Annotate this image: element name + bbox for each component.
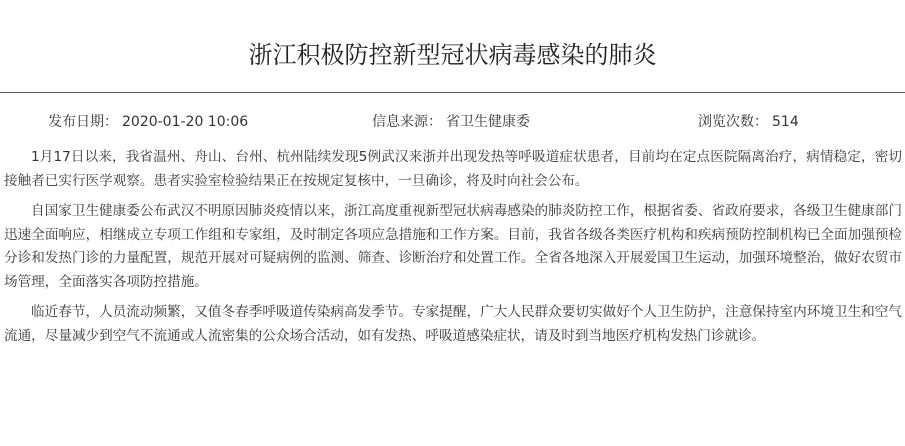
paragraph: 1月17日以来，我省温州、舟山、台州、杭州陆续发现5例武汉来浙并出现发热等呼吸道症状患者，目前均在定点医院隔离治疗，病情稳定，密切接触者已实行医学观察。患者实验室检验结果正在按规定复核中，一旦确诊，将及时向社会公布。 (4, 149, 902, 189)
info-source (372, 112, 530, 132)
article-title: 浙江积极防控新型冠状病毒感染的肺炎 (248, 41, 657, 69)
paragraph: 临近春节，人员流动频繁，又值冬春季呼吸道传染病高发季节。专家提醒，广大人民群众要切实做好个人卫生防护，注意保持室内环境卫生和空气流通，尽量减少到空气不流通或人流密集的公众场合活动，如有发热、呼吸道感染症状，请及时到当地医疗机构发热门诊就诊。 (4, 304, 902, 344)
view-count-value: 514 (772, 114, 799, 130)
publish-date (48, 112, 248, 132)
title-divider (0, 92, 905, 93)
paragraph: 自国家卫生健康委公布武汉不明原因肺炎疫情以来，浙江高度重视新型冠状病毒感染的肺炎防控工作，根据省委、省政府要求，各级卫生健康部门迅速全面响应，相继成立专项工作组和专家组，及时制定各项应急措施和工作方案。目前，我省各级各类医疗机构和疾病预防控制机构已全面加强预检分诊和发热门诊的力量配置，规范开展对可疑病例的监测、筛查、诊断治疗和处置工作。全省各地深入开展爱国卫生运动，加强环境整治，做好农贸市场管理，全面落实各项防控措施。 (4, 203, 902, 290)
info-source-value: 省卫生健康委 (446, 114, 530, 130)
publish-date-value: 2020-01-20 10:06 (122, 114, 249, 130)
view-count-label: 浏览次数： (698, 114, 768, 130)
article-body (4, 146, 902, 355)
publish-date-label: 发布日期： (48, 114, 118, 130)
info-source-label: 信息来源： (372, 114, 442, 130)
view-count (698, 112, 799, 132)
